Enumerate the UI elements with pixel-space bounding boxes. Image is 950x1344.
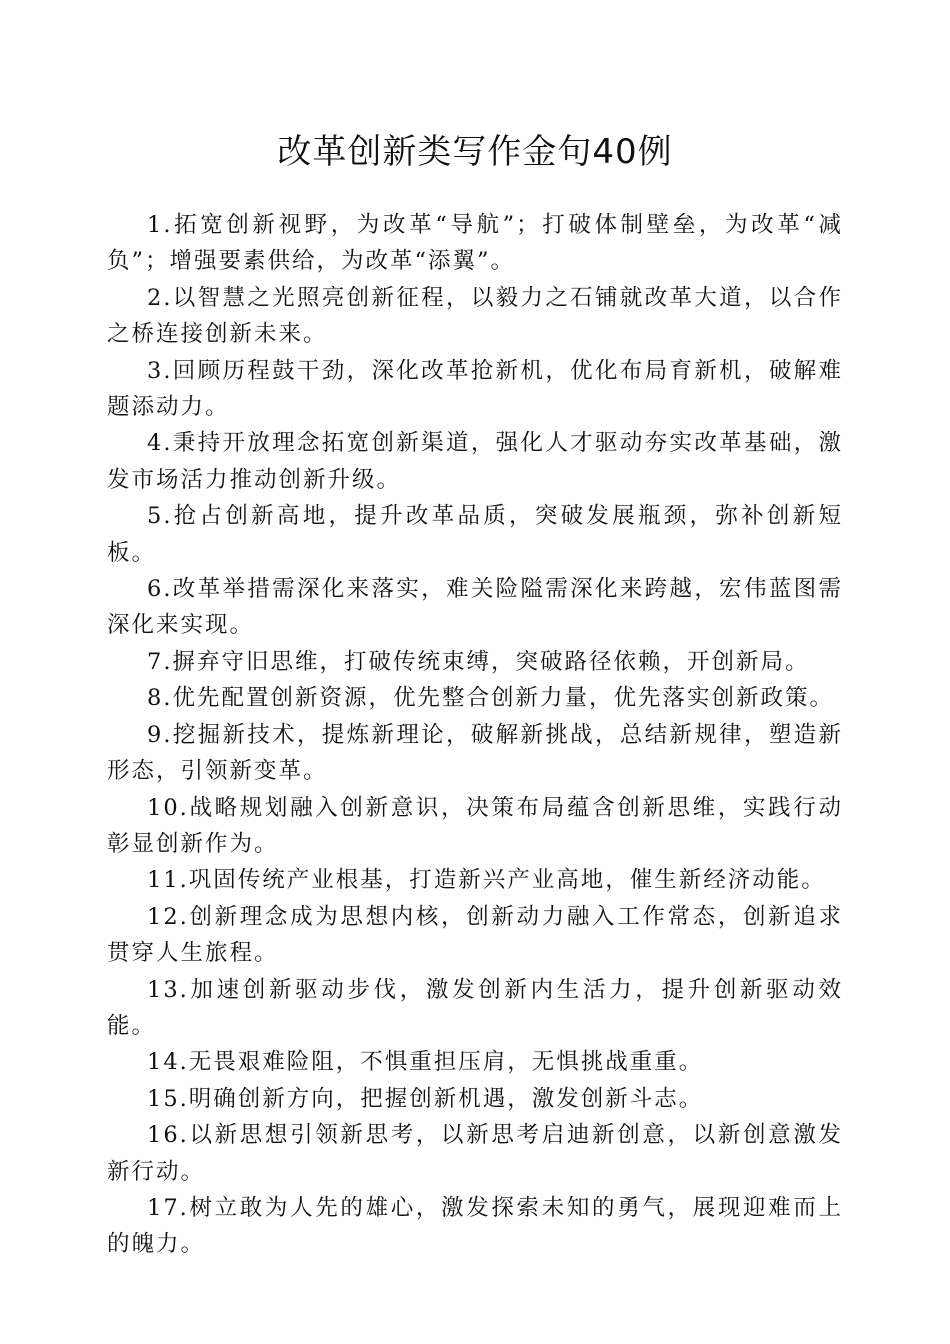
- list-item: 10.战略规划融入创新意识，决策布局蕴含创新思维，实践行动彰显创新作为。: [107, 794, 843, 857]
- list-item: 17.树立敢为人先的雄心，激发探索未知的勇气，展现迎难而上的魄力。: [107, 1194, 843, 1258]
- list-item: 1.拓宽创新视野，为改革“导航”；打破体制壁垒，为改革“减负”；增强要素供给，为改革“添翼”。: [107, 212, 843, 275]
- list-item: 12.创新理念成为思想内核，创新动力融入工作常态，创新追求贯穿人生旅程。: [107, 903, 843, 967]
- list-item: 4.秉持开放理念拓宽创新渠道，强化人才驱动夯实改革基础，激发市场活力推动创新升级。: [107, 430, 843, 493]
- list-item: 16.以新思想引领新思考，以新思考启迪新创意，以新创意激发新行动。: [107, 1122, 843, 1185]
- list-item: 14.无畏艰难险阻，不惧重担压肩，无惧挑战重重。: [147, 1049, 704, 1076]
- list-item: 3.回顾历程鼓干劲，深化改革抢新机，优化布局育新机，破解难题添动力。: [107, 357, 843, 421]
- list-item: 5.抢占创新高地，提升改革品质，突破发展瓶颈，弥补创新短板。: [107, 503, 843, 566]
- list-item: 8.优先配置创新资源，优先整合创新力量，优先落实创新政策。: [147, 685, 834, 712]
- list-item: 6.改革举措需深化来落实，难关险隘需深化来跨越，宏伟蓝图需深化来实现。: [107, 576, 843, 639]
- list-item: 7.摒弃守旧思维，打破传统束缚，突破路径依赖，开创新局。: [147, 648, 810, 675]
- document-body: [107, 207, 843, 1263]
- list-item: 13.加速创新驱动步伐，激发创新内生活力，提升创新驱动效能。: [107, 976, 843, 1039]
- list-item: 15.明确创新方向，把握创新机遇，激发创新斗志。: [147, 1085, 704, 1112]
- list-item: 11.巩固传统产业根基，打造新兴产业高地，催生新经济动能。: [147, 867, 826, 894]
- list-item: 9.挖掘新技术，提炼新理论，破解新挑战，总结新规律，塑造新形态，引领新变革。: [107, 721, 843, 785]
- list-item: 2.以智慧之光照亮创新征程，以毅力之石铺就改革大道，以合作之桥连接创新未来。: [107, 284, 843, 348]
- document-title: 改革创新类写作金句40例: [277, 132, 673, 172]
